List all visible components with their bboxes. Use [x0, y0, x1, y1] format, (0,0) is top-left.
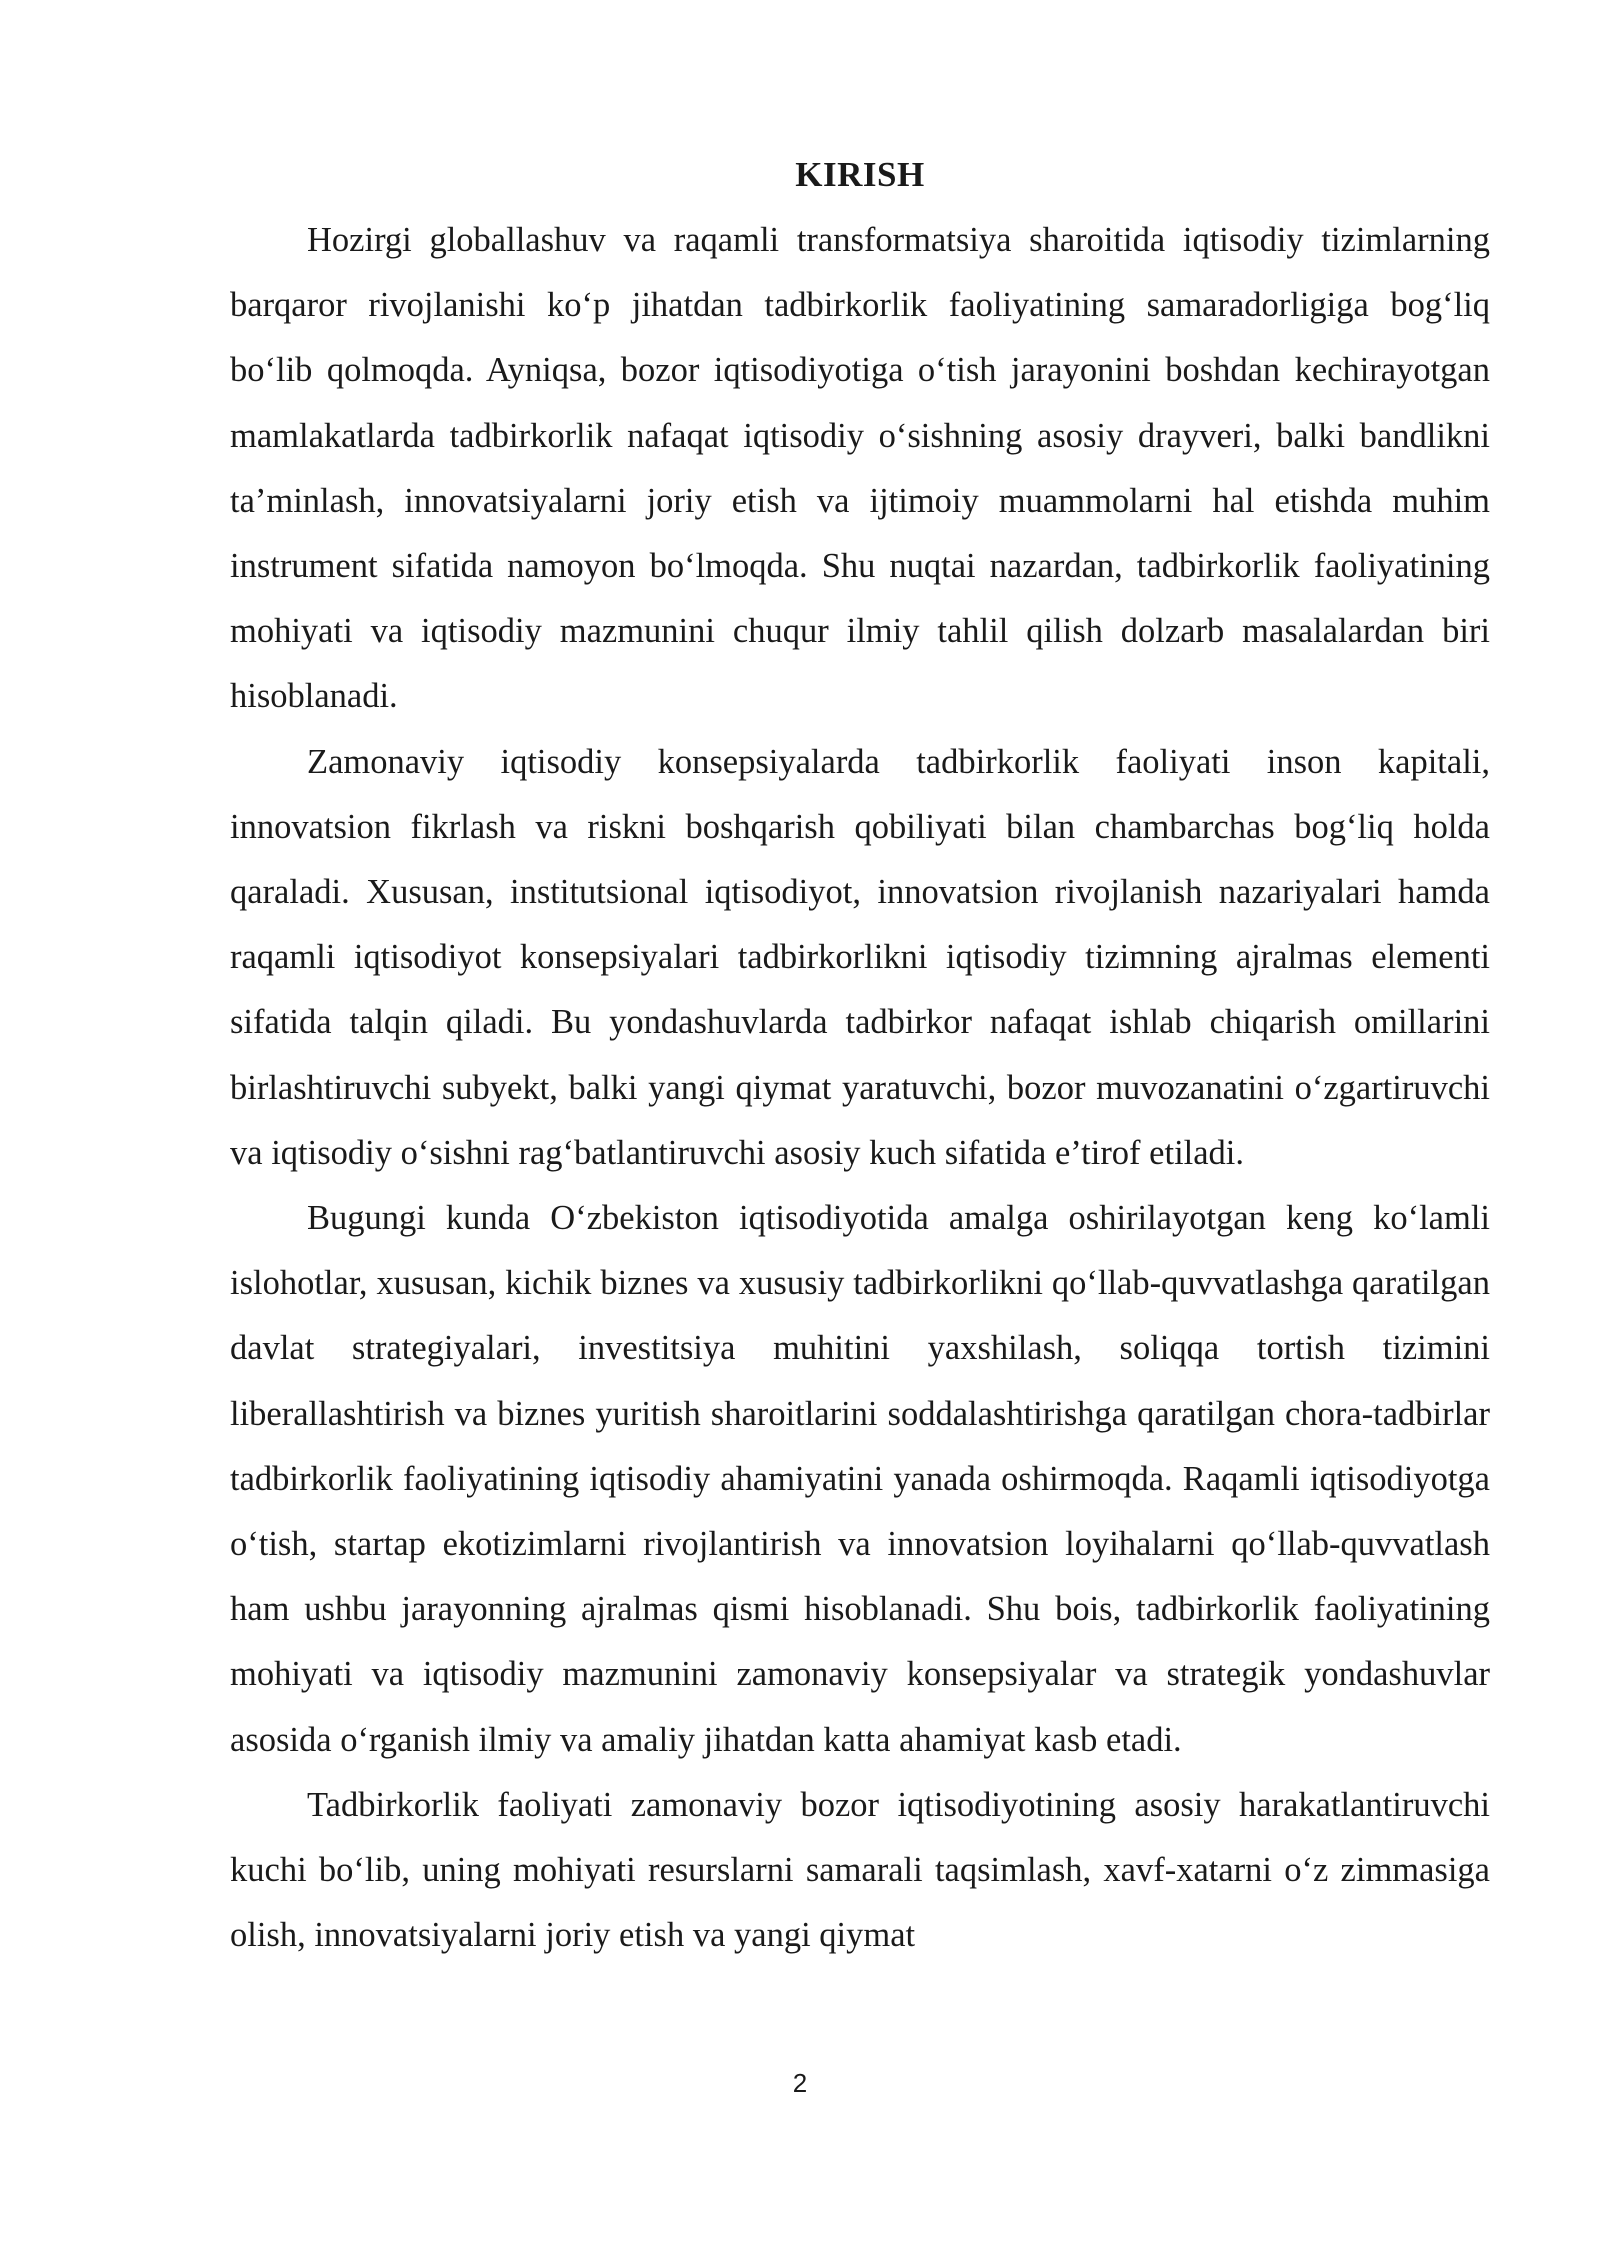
page-number: 2: [792, 2068, 808, 2098]
paragraph-3: Bugungi kunda O‘zbekiston iqtisodiyotida amalga oshirilayotgan keng ko‘lamli islohotlar, xususan, kichik biznes va xususiy tadbirkorlikni qo‘llab-quvvatlashga qaratilgan davlat strategiyalari, investitsiya muhitini yaxshilash, soliqqa tortish tizimini liberallashtirish va biznes yuritish sharoitlarini soddalashtirishga qaratilgan chora-tadbirlar tadbirkorlik faoliyatining iqtisodiy ahamiyatini yanada oshirmoqda. Raqamli iqtisodiyotga o‘tish, startap ekotizimlarni rivojlantirish va innovatsion loyihalarni qo‘llab-quvvatlash ham ushbu jarayonning ajralmas qismi hisoblanadi. Shu bois, tadbirkorlik faoliyatining mohiyati va iqtisodiy mazmunini zamonaviy konsepsiyalar va strategik yondashuvlar asosida o‘rganish ilmiy va amaliy jihatdan katta ahamiyat kasb etadi.: [230, 1199, 1490, 1759]
paragraph-4: Tadbirkorlik faoliyati zamonaviy bozor iqtisodiyotining asosiy harakatlantiruvchi kuchi bo‘lib, uning mohiyati resurslarni samarali taqsimlash, xavf-xatarni o‘z zimmasiga olish, innovatsiyalarni joriy etish va yangi qiymat: [230, 1785, 1490, 1955]
paragraph-2: Zamonaviy iqtisodiy konsepsiyalarda tadbirkorlik faoliyati inson kapitali, innovatsion fikrlash va riskni boshqarish qobiliyati bilan chambarchas bog‘liq holda qaraladi. Xususan, institutsional iqtisodiyot, innovatsion rivojlanish nazariyalari hamda raqamli iqtisodiyot konsepsiyalari tadbirkorlikni iqtisodiy tizimning ajralmas elementi sifatida talqin qiladi. Bu yondashuvlarda tadbirkor nafaqat ishlab chiqarish omillarini birlashtiruvchi subyekt, balki yangi qiymat yaratuvchi, bozor muvozanatini o‘zgartiruvchi va iqtisodiy o‘sishni rag‘batlantiruvchi asosiy kuch sifatida e’tirof etiladi.: [230, 742, 1490, 1172]
paragraph-1: Hozirgi globallashuv va raqamli transformatsiya sharoitida iqtisodiy tizimlarning barqaror rivojlanishi ko‘p jihatdan tadbirkorlik faoliyatining samaradorligiga bog‘liq bo‘lib qolmoqda. Ayniqsa, bozor iqtisodiyotiga o‘tish jarayonini boshdan kechirayotgan mamlakatlarda tadbirkorlik nafaqat iqtisodiy o‘sishning asosiy drayveri, balki bandlikni ta’minlash, innovatsiyalarni joriy etish va ijtimoiy muammolarni hal etishda muhim instrument sifatida namoyon bo‘lmoqda. Shu nuqtai nazardan, tadbirkorlik faoliyatining mohiyati va iqtisodiy mazmunini chuqur ilmiy tahlil qilish dolzarb masalalardan biri hisoblanadi.: [230, 221, 1490, 716]
body-text: [230, 208, 1490, 1968]
section-title: KIRISH: [795, 155, 925, 194]
